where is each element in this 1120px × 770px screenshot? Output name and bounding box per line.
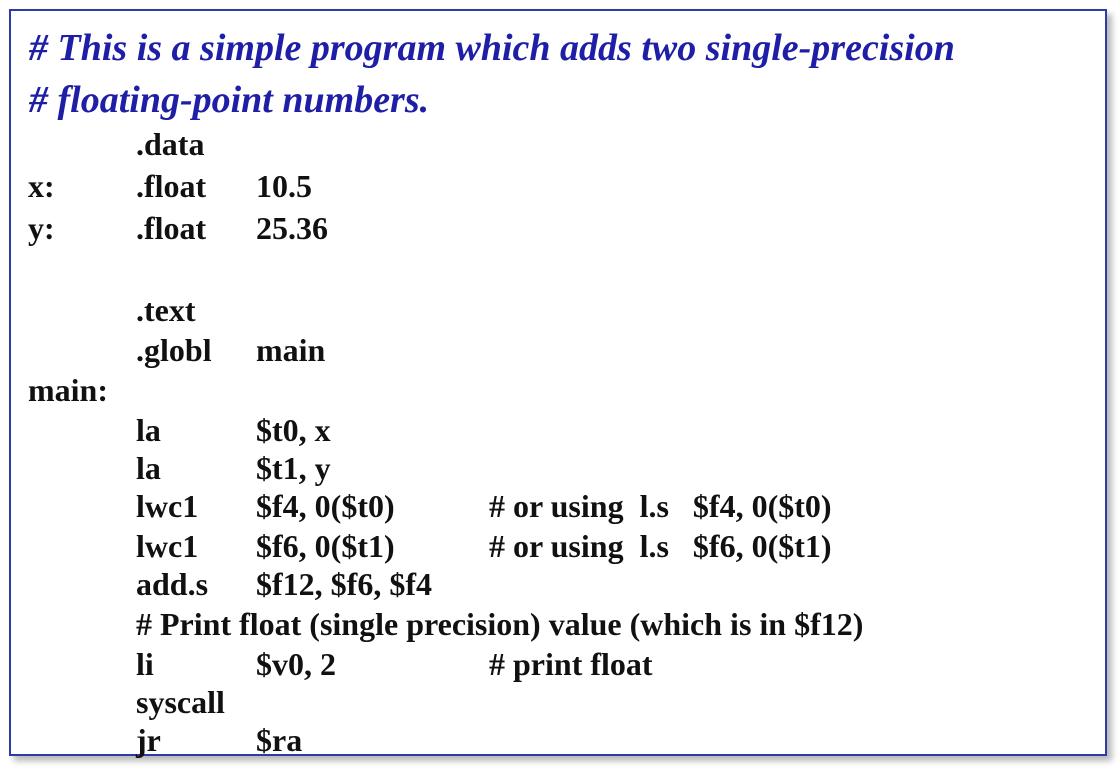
globl-symbol: main [256,332,326,368]
inline-comment: # print float [489,646,653,682]
directive-globl: .globl [136,332,212,368]
inline-comment: # or using l.s $f6, 0($t1) [489,528,832,564]
instr-li: li [136,646,154,682]
header-comment-line: # floating-point numbers. [29,79,430,121]
instr-lwc1: lwc1 [136,488,199,524]
header-comment-line: # This is a simple program which adds two single-precision [29,27,955,69]
instr-syscall: syscall [136,684,225,720]
instr-la: la [136,412,161,448]
label-main: main: [28,372,108,408]
instr-la-args: $t0, x [256,412,331,448]
instr-la-args: $t1, y [256,450,331,486]
value-y: 25.36 [256,210,328,246]
instr-lwc1-args: $f4, 0($t0) [256,488,395,524]
directive-data: .data [136,126,205,162]
code-slide-frame [9,9,1107,756]
directive-text: .text [136,292,196,328]
instr-li-args: $v0, 2 [256,646,336,682]
instr-lwc1: lwc1 [136,528,199,564]
inline-comment: # or using l.s $f4, 0($t0) [489,488,832,524]
label-y: y: [28,210,55,246]
instr-jr-args: $ra [256,722,303,758]
directive-float-y: .float [136,210,207,246]
instr-lwc1-args: $f6, 0($t1) [256,528,395,564]
instr-add-s-args: $f12, $f6, $f4 [256,566,432,602]
instr-la: la [136,450,161,486]
label-x: x: [28,168,55,204]
instr-jr: jr [136,722,161,758]
value-x: 10.5 [256,168,312,204]
instr-add-s: add.s [136,566,209,602]
directive-float-x: .float [136,168,207,204]
print-comment: # Print float (single precision) value (which is in $f12) [136,606,864,642]
